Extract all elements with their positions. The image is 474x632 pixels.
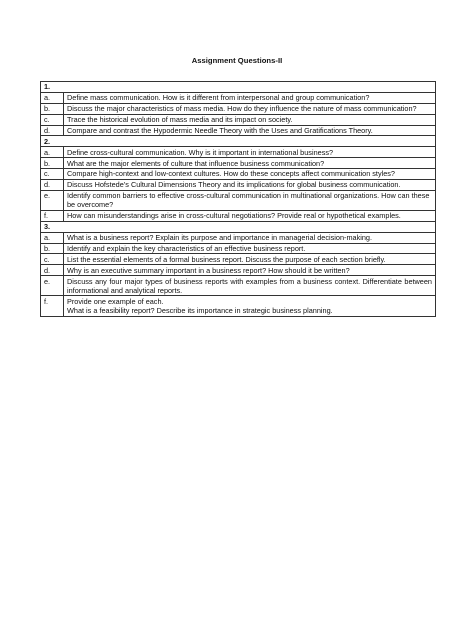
question-row	[41, 125, 436, 136]
question-text: Compare and contrast the Hypodermic Needle Theory with the Uses and Gratifications Theory.	[64, 125, 436, 136]
section-number: 3.	[41, 221, 436, 232]
question-label: d.	[41, 265, 64, 276]
question-text: Discuss Hofstede’s Cultural Dimensions Theory and its implications for global business communication.	[64, 179, 436, 190]
question-label: d.	[41, 125, 64, 136]
question-text: What are the major elements of culture that influence business communication?	[64, 158, 436, 169]
question-row	[41, 147, 436, 158]
question-text: Compare high-context and low-context cultures. How do these concepts affect communication styles?	[64, 169, 436, 180]
question-text: Identify and explain the key characteristics of an effective business report.	[64, 243, 436, 254]
question-row	[41, 232, 436, 243]
question-label: f.	[41, 210, 64, 221]
question-label: a.	[41, 232, 64, 243]
page-title: Assignment Questions-II	[191, 56, 283, 65]
question-row	[41, 265, 436, 276]
question-label: b.	[41, 158, 64, 169]
question-label: a.	[41, 147, 64, 158]
question-text: Discuss any four major types of business reports with examples from a business context. Differentiate between informational and analytical reports.	[64, 276, 436, 296]
question-text: Provide one example of each. What is a feasibility report? Describe its importance in strategic business planning.	[64, 296, 436, 316]
question-label: d.	[41, 179, 64, 190]
question-text: Discuss the major characteristics of mass media. How do they influence the nature of mass communication?	[64, 103, 436, 114]
question-text: Define cross-cultural communication. Why is it important in international business?	[64, 147, 436, 158]
question-label: c.	[41, 169, 64, 180]
question-label: f.	[41, 296, 64, 316]
question-row	[41, 190, 436, 210]
question-text: List the essential elements of a formal business report. Discuss the purpose of each section briefly.	[64, 254, 436, 265]
section-header-row	[41, 136, 436, 147]
question-row	[41, 158, 436, 169]
question-row	[41, 169, 436, 180]
question-row	[41, 243, 436, 254]
question-text: What is a business report? Explain its purpose and importance in managerial decision-making.	[64, 232, 436, 243]
question-text: Trace the historical evolution of mass media and its impact on society.	[64, 114, 436, 125]
question-row	[41, 276, 436, 296]
question-row	[41, 210, 436, 221]
question-label: e.	[41, 276, 64, 296]
question-label: c.	[41, 114, 64, 125]
question-row	[41, 179, 436, 190]
question-label: a.	[41, 92, 64, 103]
question-row	[41, 114, 436, 125]
question-row	[41, 254, 436, 265]
section-number: 2.	[41, 136, 436, 147]
section-number: 1.	[41, 82, 436, 93]
question-text: Identify common barriers to effective cross-cultural communication in multinational organizations. How can these be overcome?	[64, 190, 436, 210]
question-row	[41, 296, 436, 316]
question-text: How can misunderstandings arise in cross-cultural negotiations? Provide real or hypothetical examples.	[64, 210, 436, 221]
question-label: c.	[41, 254, 64, 265]
question-row	[41, 103, 436, 114]
section-header-row	[41, 221, 436, 232]
section-header-row	[41, 82, 436, 93]
question-text: Define mass communication. How is it different from interpersonal and group communication?	[64, 92, 436, 103]
question-row	[41, 92, 436, 103]
questions-table	[40, 81, 436, 317]
question-label: b.	[41, 243, 64, 254]
question-label: b.	[41, 103, 64, 114]
question-label: e.	[41, 190, 64, 210]
question-text: Why is an executive summary important in a business report? How should it be written?	[64, 265, 436, 276]
